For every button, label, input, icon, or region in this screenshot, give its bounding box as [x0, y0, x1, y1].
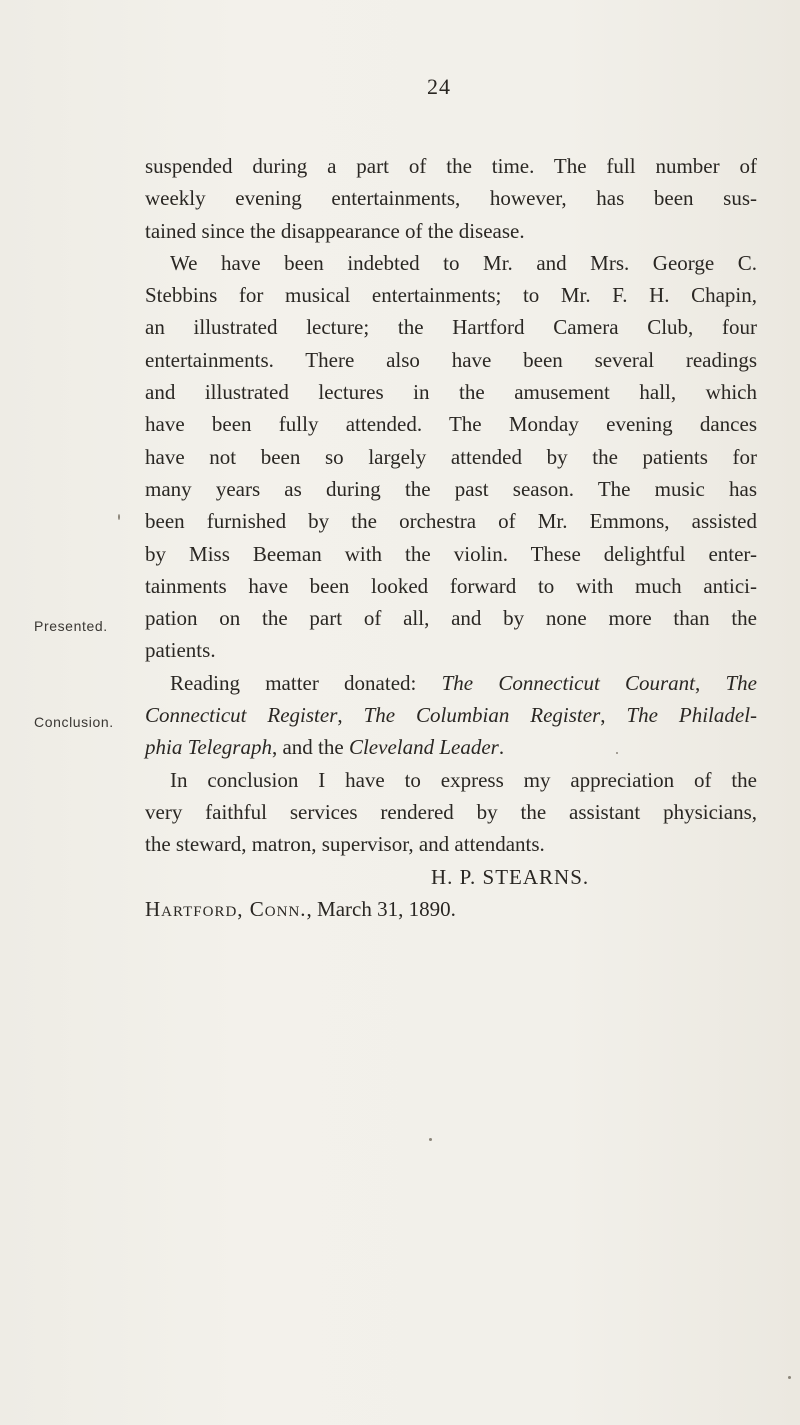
title-philadel: The Philadel- [626, 703, 758, 728]
paper-speck [616, 752, 618, 754]
reading-line-3: phia Telegraph, and the Cleveland Leader. [145, 735, 505, 760]
page-number: 24 [427, 74, 451, 99]
text-line: tained since the disappearance of the disease. [145, 218, 525, 243]
text-line: and illustrated lectures in the amusement hall, which [145, 380, 757, 405]
text-line: many years as during the past season. The music has [145, 476, 757, 501]
dateline-date: , March 31, 1890. [306, 896, 456, 921]
dateline [145, 893, 757, 925]
text-line: the steward, matron, supervisor, and attendants. [145, 832, 545, 857]
reading-line-1: Reading matter donated: The Connecticut Courant, The [170, 670, 757, 695]
text-line: very faithful services rendered by the assistant physicians, [145, 799, 757, 824]
signature: H. P. STEARNS. [431, 864, 590, 889]
text-line: been furnished by the orchestra of Mr. Emmons, assisted [145, 509, 757, 534]
reading-line-2: Connecticut Register, The Columbian Register, The Philadel- [145, 703, 758, 728]
paper-speck [429, 1138, 432, 1141]
text-line: weekly evening entertainments, however, has been sus- [145, 186, 757, 211]
text-line: have not been so largely attended by the patients for [145, 444, 757, 469]
text-line: by Miss Beeman with the violin. These delightful enter- [145, 541, 757, 566]
text-line: suspended during a part of the time. The full number of [145, 154, 757, 178]
title-telegraph: phia Telegraph [145, 735, 272, 760]
text-line: pation on the part of all, and by none more than the [145, 606, 757, 631]
text-line: tainments have been looked forward to with much antici- [145, 573, 757, 598]
body-text [145, 150, 757, 925]
text-line: have been fully attended. The Monday evening dances [145, 412, 757, 437]
title-courant: The Connecticut Courant [441, 670, 696, 695]
title-cleveland: Cleveland Leader [348, 735, 499, 760]
title-columbian: The Columbian Register [363, 703, 601, 728]
text-line: Stebbins for musical entertainments; to Mr. F. H. Chapin, [145, 283, 757, 308]
text-line: an illustrated lecture; the Hartford Camera Club, four [145, 315, 757, 340]
margin-note-presented: Presented. [34, 618, 108, 634]
text-line: In conclusion I have to express my appreciation of the [170, 767, 757, 792]
dateline-place: Hartford, Conn. [145, 896, 307, 921]
text-line: patients. [145, 638, 216, 663]
paper-speck [788, 1376, 791, 1379]
title-the: The [725, 670, 757, 695]
text-line: entertainments. There also have been several readings [145, 347, 757, 372]
title-register: Connecticut Register [145, 703, 338, 728]
margin-note-conclusion: Conclusion. [34, 714, 114, 730]
text-line: We have been indebted to Mr. and Mrs. George C. [170, 250, 757, 275]
paper-speck [118, 514, 120, 520]
